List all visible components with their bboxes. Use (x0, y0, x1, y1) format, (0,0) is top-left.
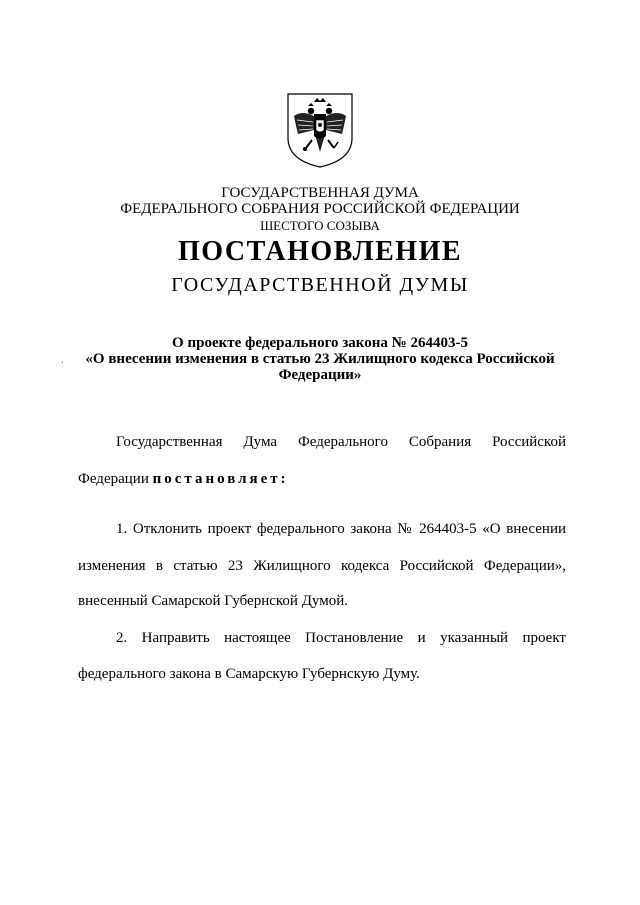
item-2-line-2: федерального закона в Самарскую Губернскую Думу. (78, 666, 420, 682)
org-line-2: ФЕДЕРАЛЬНОГО СОБРАНИЯ РОССИЙСКОЙ ФЕДЕРАЦИИ (120, 201, 520, 217)
preamble-line-1: Государственная Дума Федерального Собрания Российской (116, 434, 566, 450)
preamble-line-2 (78, 470, 566, 488)
item-2-line-1: 2. Направить настоящее Постановление и указанный проект (116, 630, 566, 646)
margin-mark: . (61, 355, 64, 366)
item-1-line-2: изменения в статью 23 Жилищного кодекса Российской Федерации», (78, 558, 566, 574)
org-line-1: ГОСУДАРСТВЕННАЯ ДУМА (221, 185, 419, 201)
project-heading-line-2: «О внесении изменения в статью 23 Жилищного кодекса Российской (85, 351, 555, 367)
item-1-line-3: внесенный Самарской Губернской Думой. (78, 593, 349, 609)
project-heading-line-1: О проекте федерального закона № 264403-5 (172, 335, 468, 351)
item-1-line-1: 1. Отклонить проект федерального закона № 264403-5 «О внесении (116, 521, 566, 537)
document-subtitle: ГОСУДАРСТВЕННОЙ ДУМЫ (171, 274, 469, 296)
preamble-prefix: Федерации (78, 471, 153, 487)
document-title: ПОСТАНОВЛЕНИЕ (177, 236, 463, 267)
project-heading-line-3: Федерации» (278, 367, 362, 383)
resolution-verb: постановляет: (152, 471, 289, 487)
coat-of-arms-icon (284, 90, 356, 170)
org-line-3: ШЕСТОГО СОЗЫВА (260, 218, 380, 233)
